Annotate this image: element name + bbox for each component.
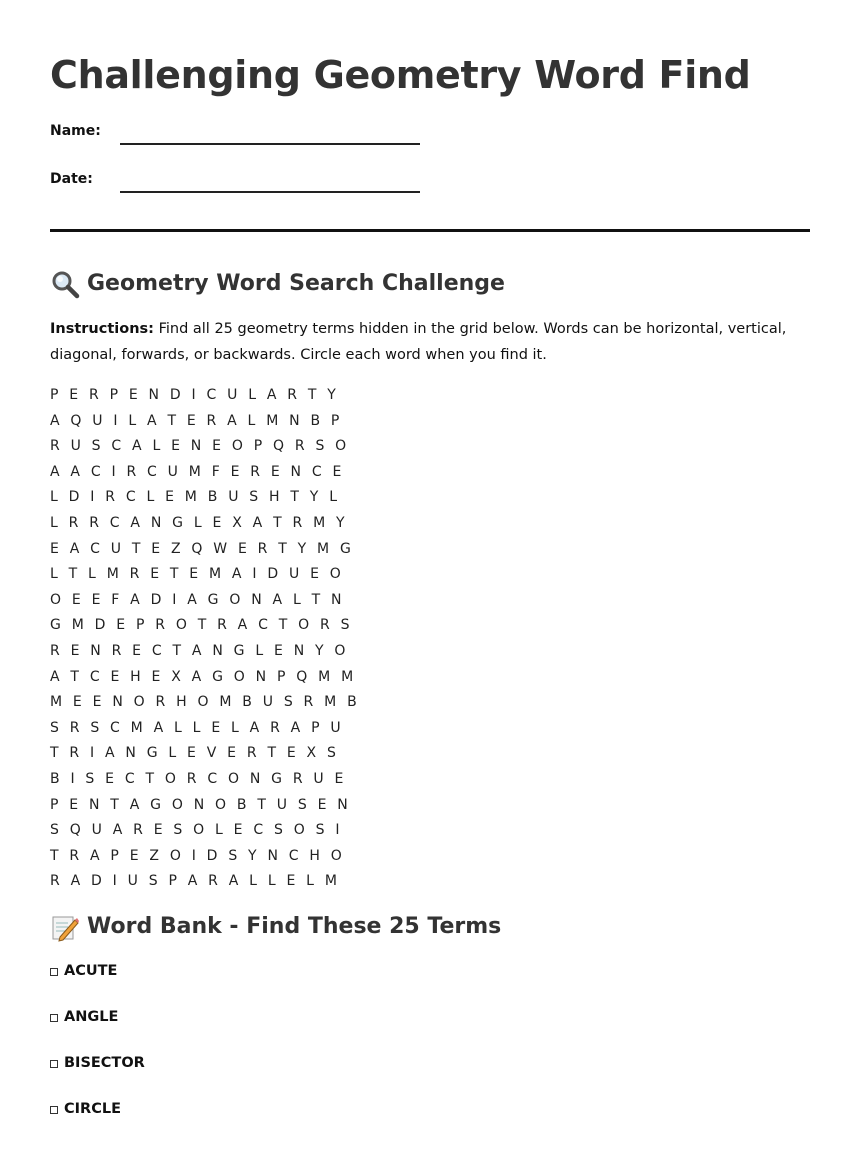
memo-pencil-icon [50,912,80,942]
challenge-heading-text: Geometry Word Search Challenge [87,271,505,296]
checkbox-icon[interactable] [50,968,58,976]
grid-row: P E N T A G O N O B T U S E N [50,796,351,813]
word-bank-item[interactable] [50,962,810,1008]
grid-row: T R I A N G L E V E R T E X S [50,745,340,762]
word-bank-term: CIRCLE [64,1100,121,1117]
word-search-grid [50,383,810,895]
word-bank-heading-text: Word Bank - Find These 25 Terms [87,913,502,939]
grid-row: M E E N O R H O M B U S R M B [50,694,360,711]
word-bank-term: ANGLE [64,1008,119,1025]
grid-row: R E N R E C T A N G L E N Y O [50,642,349,659]
grid-row: B I S E C T O R C O N G R U E [50,770,347,787]
grid-row: S R S C M A L L E L A R A P U [50,719,344,736]
name-input-line[interactable] [120,125,420,145]
grid-row: P E R P E N D I C U L A R T Y [50,387,340,403]
grid-row: A A C I R C U M F E R E N C E [50,463,345,480]
checkbox-icon[interactable] [50,1014,58,1022]
grid-row: R A D I U S P A R A L L E L M [50,873,341,890]
grid-row: L D I R C L E M B U S H T Y L [50,489,341,506]
magnifying-glass-icon [50,269,80,299]
grid-row: A Q U I L A T E R A L M N B P [50,412,343,429]
instructions [50,316,810,368]
challenge-heading [50,269,810,299]
grid-row: E A C U T E Z Q W E R T Y M G [50,540,355,557]
date-input-line[interactable] [120,173,420,193]
word-bank-item[interactable] [50,1054,810,1100]
grid-row: A T C E H E X A G O N P Q M M [50,668,357,685]
instructions-text: Find all 25 geometry terms hidden in the grid below. Words can be horizontal, vertical, diagonal, forwards, or backwards. Circle each word when you find it. [50,321,787,363]
instructions-label: Instructions: [50,321,154,337]
header-divider [50,229,810,232]
word-bank-item[interactable] [50,1008,810,1054]
name-label: Name: [50,123,101,139]
date-field-row [50,169,810,193]
checkbox-icon[interactable] [50,1106,58,1114]
name-field-row [50,121,810,145]
word-bank-heading [50,912,810,942]
checkbox-icon[interactable] [50,1060,58,1068]
word-bank-term: ACUTE [64,962,118,979]
grid-row: L T L M R E T E M A I D U E O [50,566,344,583]
grid-row: R U S C A L E N E O P Q R S O [50,438,350,455]
grid-row: O E E F A D I A G O N A L T N [50,591,345,608]
word-bank-item[interactable] [50,1100,810,1146]
word-bank-list [50,962,810,1146]
grid-row: T R A P E Z O I D S Y N C H O [50,847,346,864]
page-title: Challenging Geometry Word Find [50,53,751,97]
word-bank-term: BISECTOR [64,1054,145,1071]
grid-row: L R R C A N G L E X A T R M Y [50,514,348,531]
grid-row: S Q U A R E S O L E C S O S I [50,822,343,839]
date-label: Date: [50,171,93,187]
grid-row: G M D E P R O T R A C T O R S [50,617,353,634]
